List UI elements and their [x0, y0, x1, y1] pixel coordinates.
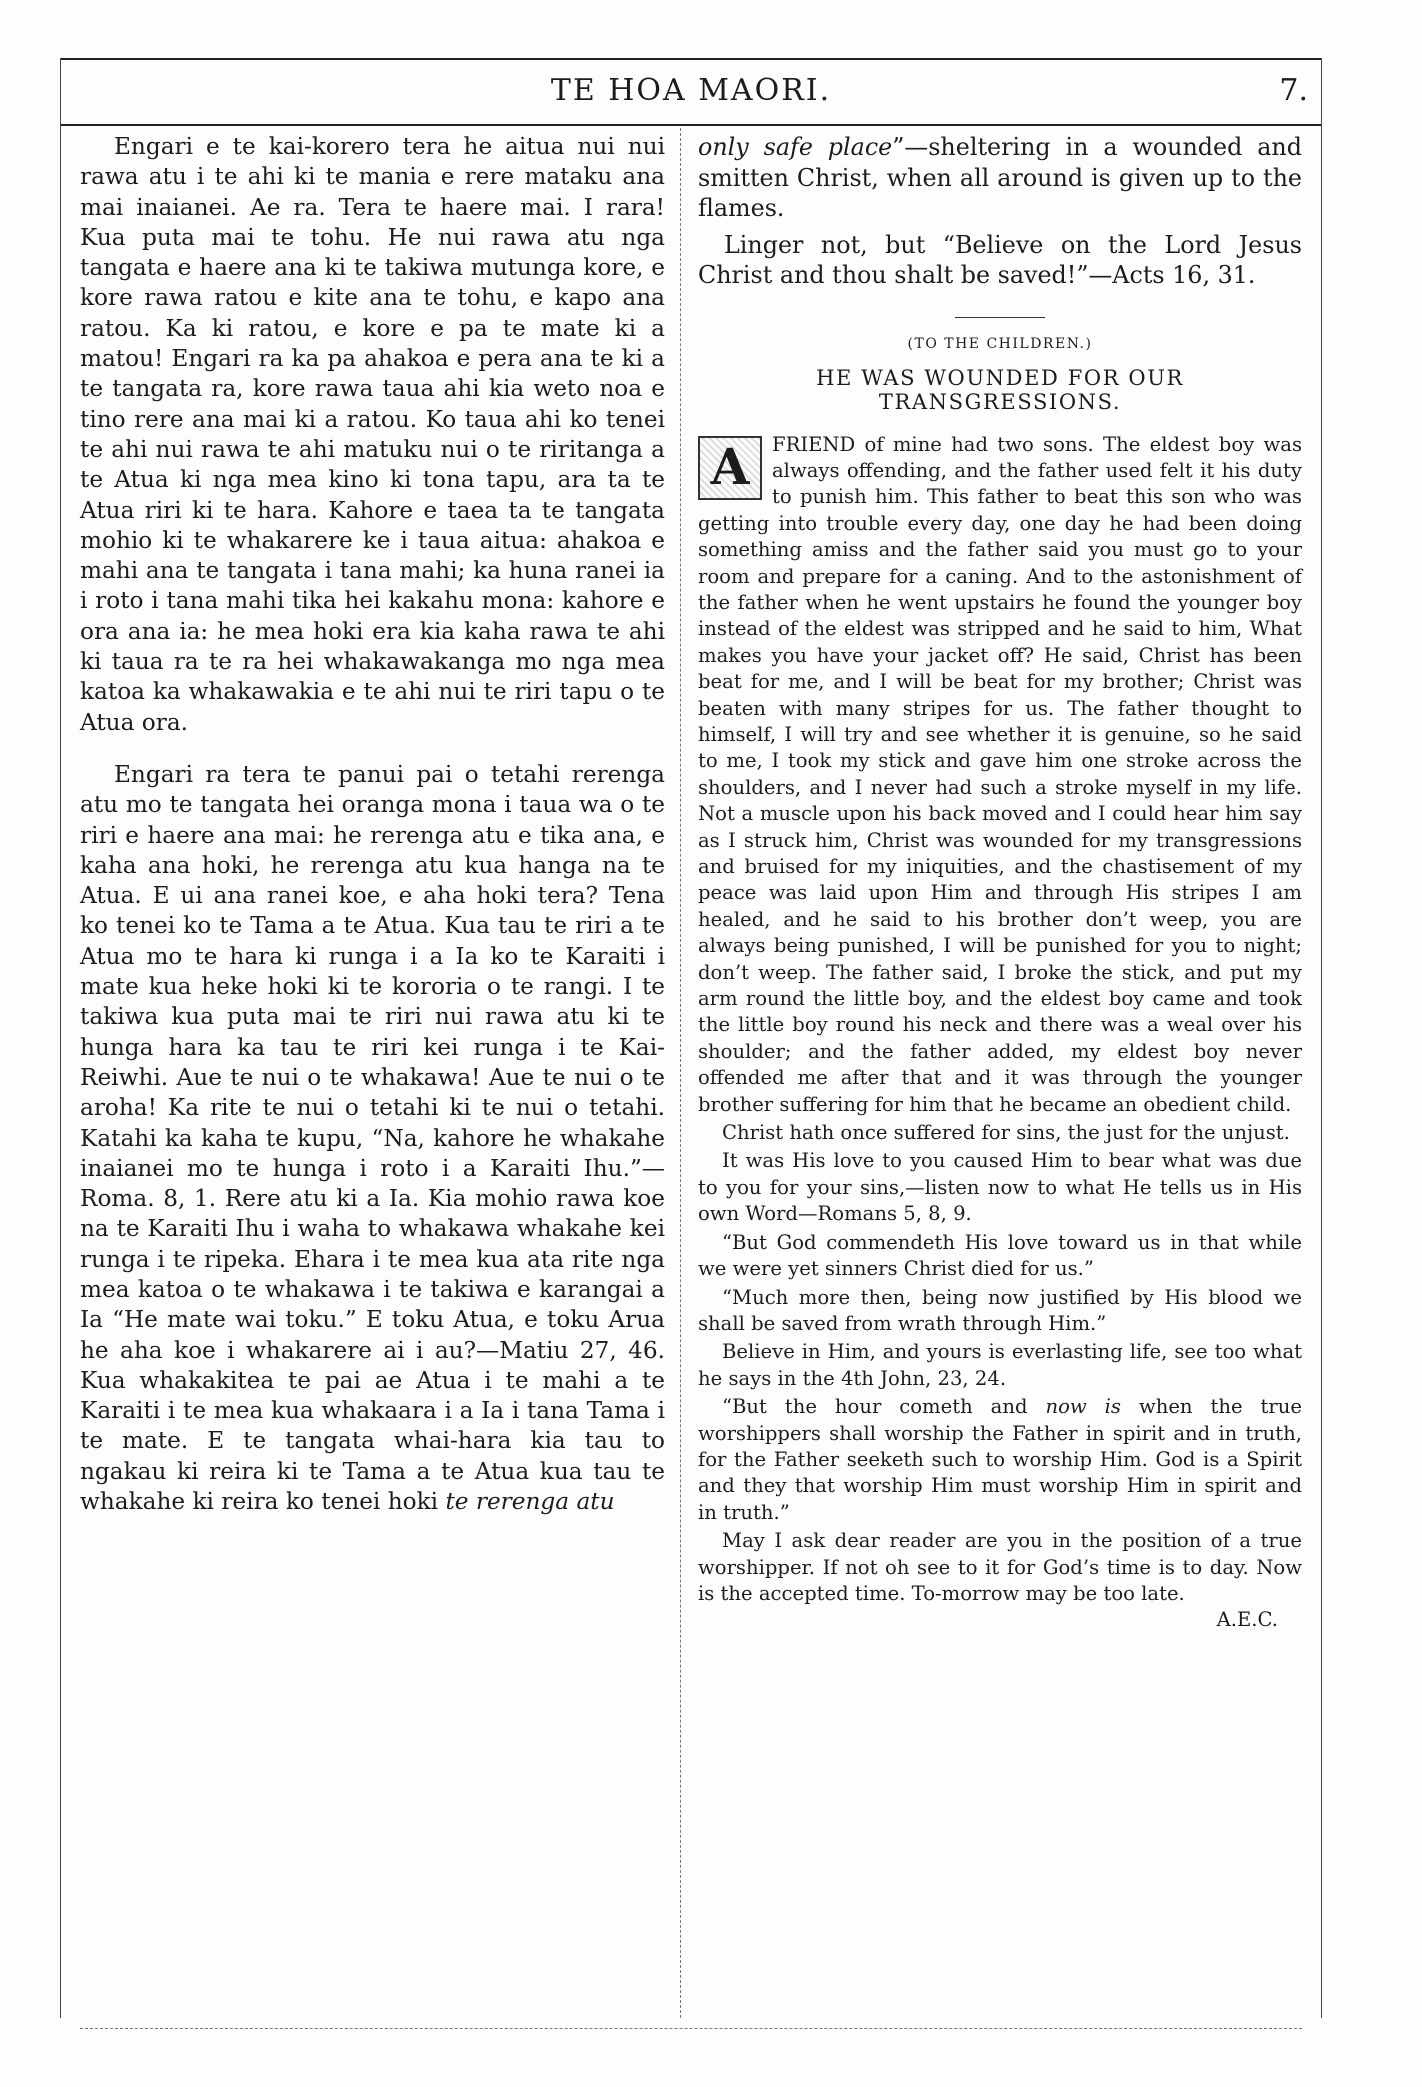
right-intro-2: Linger not, but “Believe on the Lord Jesus Christ and thou shalt be saved!”—Acts 16, 31.	[698, 230, 1302, 289]
left-border-rule	[60, 58, 61, 2018]
right-intro-rest: ”—sheltering in a wounded and smitten Christ, when all around is given up to the flames.	[698, 133, 1302, 222]
section-divider	[955, 317, 1045, 318]
quote-italic: now is	[1045, 1395, 1121, 1419]
story-first-text: FRIEND of mine had two sons. The eldest boy was always offending, and the father used felt it his duty to punish him. This father to beat this son who was getting into trouble every day, one day he had been doing something amiss and the father said you must go to your room and prepare for a caning. And to the astonishment of the father when he went upstairs he found the younger boy instead of the eldest was stripped and he said to him, What makes you have your jacket off? He said, Christ has been beat for me, and I will be beat for my brother; Christ was beaten with many stripes for us. The father thought to himself, I will try and see whether it is genuine, so he said to me, I took my stick and gave him one stroke across the shoulders, and I never had such a stroke myself in my life. Not a muscle upon his back moved and I could hear him say as I struck him, Christ was wounded for my transgressions and bruised for my iniquities, and the chastisement of my peace was laid upon Him and through His stripes I am healed, and he said to his brother don’t weep, you are always being punished, I will be punished for you to night; don’t weep. The father said, I broke the stick, and put my arm round the little boy, and the eldest boy came and took the little boy round his neck and there was a weal over his shoulder; and the father added, my eldest boy never offended me after that and it was through the younger brother suffering for him that he became an obedient child.	[698, 432, 1302, 1116]
story-paragraph-5: “Much more then, being now justified by His blood we shall be saved from wrath through Him.”	[698, 1285, 1302, 1335]
left-paragraph-1: Engari e te kai-korero tera he aitua nui nui rawa atu i te ahi ki te mania e rere mataku ana mai inaianei. Ae ra. Tera te haere mai. I rara! Kua puta mai te tohu. He nui rawa atu nga tangata e haere ana ki te takiwa mutunga kore, e kore rawa ratou e kite ana te tohu, e kapo ana ratou. Ka ki ratou, e kore e pa te mate ki a matou! Engari ra ka pa ahakoa e pera ana te ki a te tangata ra, kore rawa taua ahi kia weto noa e tino rere ana mai ki a ratou. Ko taua ahi ko tenei te ahi nui rawa te ahi matuku nui o te riritanga a te Atua ki nga mea kino ki tona tapu, ara ta te Atua riri ki te hara. Kahore e taea ta te tangata mohio ki te whakarere ke i taua aitua: ahakoa e mahi ana te tangata i tana mahi; ka huna ranei ia i roto i tana mahi tika hei kakahu mona: kahore e ora ana ia: he mea hoki era kia kaha rawa te ahi ki taua ra te ra hei whakawakanga mo nga mea katoa ka whakawakia e te ahi nui te riri tapu o te Atua ora.	[80, 133, 665, 736]
right-column	[698, 132, 1302, 1634]
quote-end: when the true worshippers shall worship the Father in spirit and in truth, for the Father seeketh such to worship Him. God is a Spirit and they that worship Him must worship Him in spirit and in truth.”	[698, 1395, 1303, 1524]
author-signature: A.E.C.	[1216, 1608, 1278, 1632]
story-paragraph-2: Christ hath once suffered for sins, the just for the unjust.	[722, 1121, 1290, 1145]
story-paragraph-8: May I ask dear reader are you in the position of a true worshipper. If not oh see to it for God’s time is to day. Now is the accepted time. To-morrow may be too late.	[698, 1529, 1302, 1605]
story-paragraph-4: “But God commendeth His love toward us in that while we were yet sinners Christ died for us.”	[698, 1230, 1302, 1281]
article-title: HE WAS WOUNDED FOR OUR TRANSGRESSIONS.	[816, 365, 1184, 414]
header-bottom-rule	[60, 124, 1322, 126]
page-header: TE HOA MAORI.	[550, 73, 832, 108]
left-column	[80, 132, 665, 1517]
drop-cap: A	[698, 436, 762, 500]
footer-rule	[80, 2028, 1302, 2029]
story-paragraph-3: It was His love to you caused Him to bear what was due to you for your sins,—listen now to what He tells us in His own Word—Romans 5, 8, 9.	[698, 1149, 1302, 1226]
column-divider	[680, 128, 681, 2018]
quote-start: “But the hour cometh and	[722, 1395, 1028, 1419]
header-top-rule	[60, 58, 1322, 60]
left-italic-tail: te rerenga atu	[445, 1488, 615, 1516]
story-paragraph-7	[698, 1394, 1302, 1526]
story-paragraph-1	[698, 432, 1302, 1119]
page-number: 7.	[1279, 73, 1308, 108]
right-intro-1	[698, 132, 1302, 224]
right-intro-italic: only safe place	[698, 133, 893, 161]
newspaper-page	[60, 58, 1322, 2038]
right-border-rule	[1321, 58, 1322, 2018]
left-paragraph-2-text: Engari ra tera te panui pai o tetahi rerenga atu mo te tangata hei oranga mona i taua wa o te riri e haere ana mai: he rerenga atu e tika ana, e kaha ana hoki, he rerenga atu kua hanga na te Atua. E ui ana ranei koe, e aha hoki tera? Tena ko tenei ko te Tama a te Atua. Kua tau te riri a te Atua mo te hara ki runga i a Ia ko te Karaiti i mate kua heke hoki ki te kororia o te rangi. I te takiwa kua puta mai te riri nui rawa atu ki te hunga hara ka tau te riri kei runga i te Kai-Reiwhi. Aue te nui o te whakawa! Aue te nui o te aroha! Ka rite te nui o tetahi ki te nui o tetahi. Katahi ka kaha te kupu, “Na, kahore he whakahe inaianei mo te hunga i roto i a Karaiti Ihu.”—Roma. 8, 1. Rere atu ki a Ia. Kia mohio rawa koe na te Karaiti Ihu i waha to whakawa whakahe kei runga i te ripeka. Ehara i te mea kua ata rite nga mea katoa o te whakawa i te takiwa e karangai a Ia “He mate wai toku.” E toku Atua, e toku Arua he aha koe i whakarere ai i au?—Matiu 27, 46. Kua whakakitea te pai ae Atua i te mahi a te Karaiti i te mea kua whakaara i a Ia i tana Tama i te mate. E te tangata whai-hara kia tau to ngakau ki reira ki te Tama a te Atua kua tau te whakahe ki reira ko tenei hoki	[80, 760, 665, 1516]
story-paragraph-6: Believe in Him, and yours is everlasting life, see too what he says in the 4th John, 23, 24.	[698, 1340, 1302, 1390]
section-subheading: (TO THE CHILDREN.)	[907, 335, 1093, 352]
left-paragraph-2	[80, 760, 665, 1517]
